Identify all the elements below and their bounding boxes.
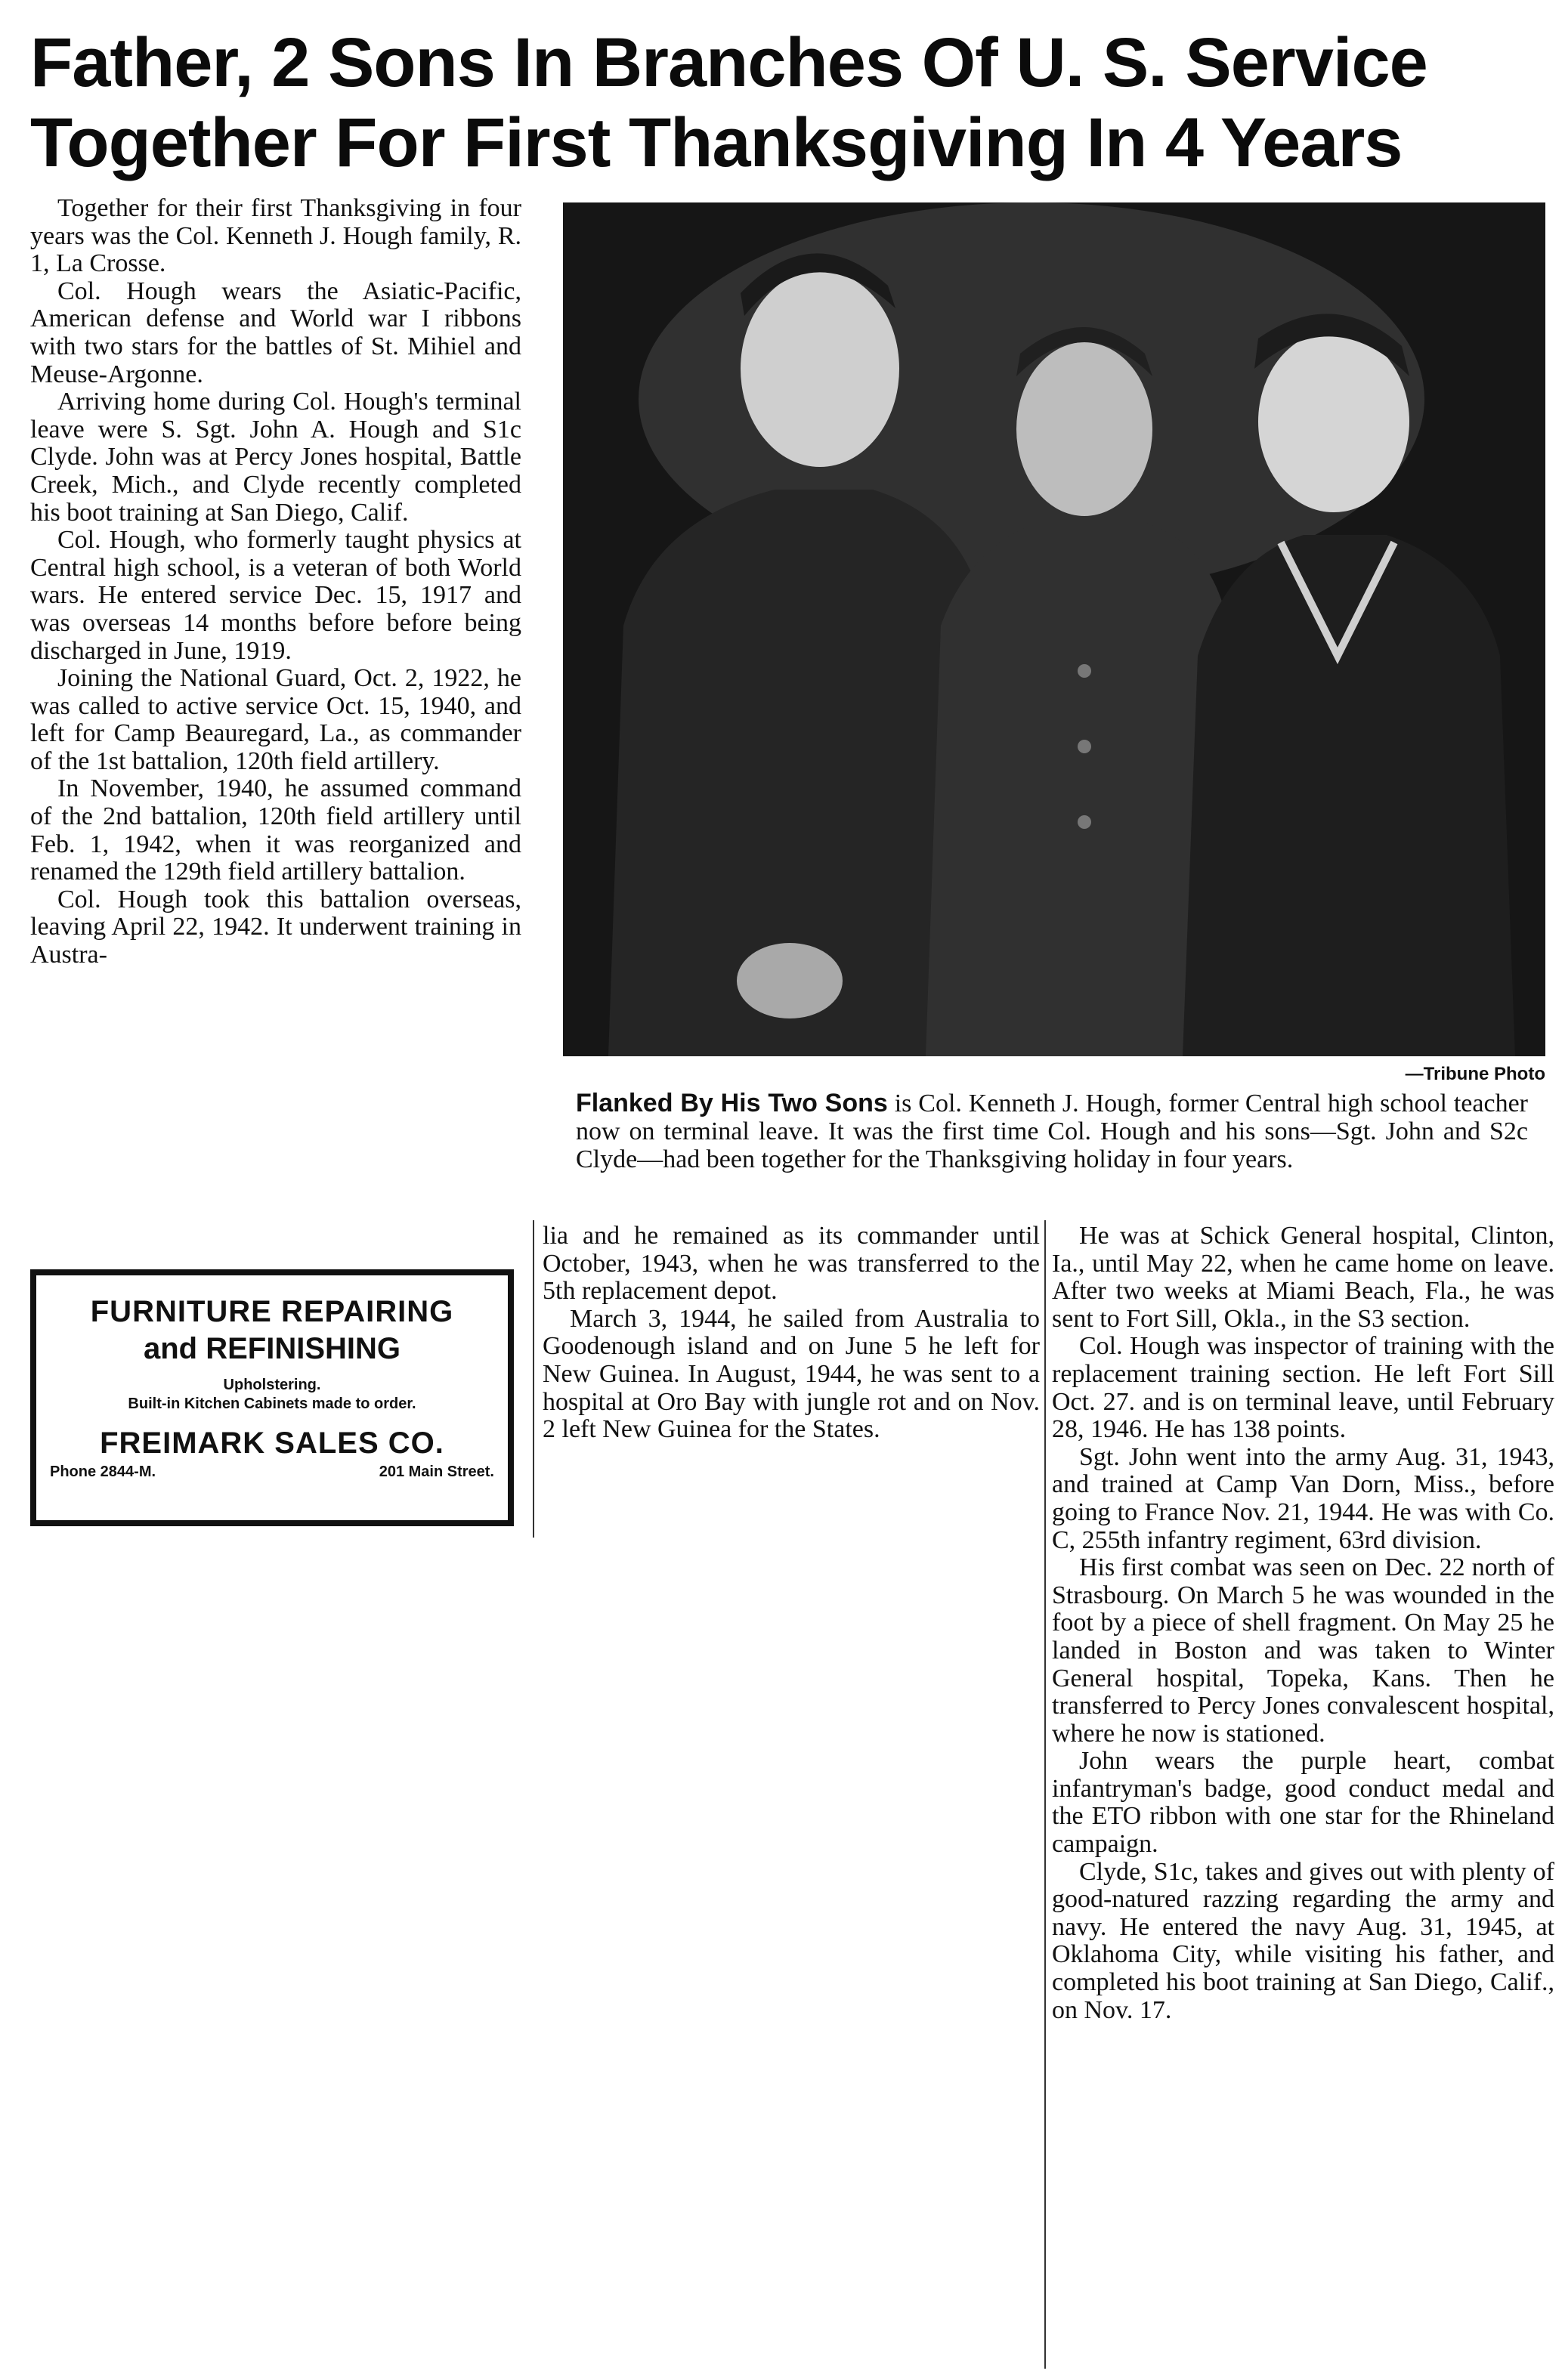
paragraph: March 3, 1944, he sailed from Australia to Goodenough island and on June 5 he left for New Guinea. In August, 1944, he was sent to a hospital at Oro Bay with jungle rot and on Nov. 2 left New Guinea for the States. — [543, 1304, 1040, 1444]
advertisement-box — [30, 1269, 514, 1526]
paragraph: Sgt. John went into the army Aug. 31, 1943, and trained at Camp Van Dorn, Miss., before going to France Nov. 21, 1944. He was with Co. C, 255th infantry regiment, 63rd division. — [1052, 1442, 1554, 1554]
paragraph: In November, 1940, he assumed command of the 2nd battalion, 120th field artillery until Feb. 1, 1942, when it was reorganized and renamed the 129th field artillery battalion. — [30, 774, 521, 886]
paragraph: John wears the purple heart, combat infantryman's badge, good conduct medal and the ETO ribbon with one star for the Rhineland campaign. — [1052, 1747, 1554, 1859]
paragraph: lia and he remained as its commander until October, 1943, when he was transferred to the 5th replacement depot. — [543, 1222, 1040, 1306]
headline — [30, 23, 1534, 183]
article-column-2 — [543, 1222, 1040, 1444]
article-column-1 — [30, 195, 521, 969]
ad-service-2: Built-in Kitchen Cabinets made to order. — [128, 1396, 416, 1412]
caption-lead: Flanked By His Two Sons — [576, 1089, 888, 1117]
paragraph: Col. Hough took this battalion overseas, leaving April 22, 1942. It underwent training in Austra- — [30, 885, 521, 969]
column-rule — [533, 1220, 534, 1538]
paragraph: Col. Hough, who formerly taught physics at Central high school, is a veteran of both World wars. He entered service Dec. 15, 1917 and was overseas 14 months before before being discharged in June, 1919. — [30, 526, 521, 665]
headline-line-1: Father, 2 Sons In Branches Of U. S. Service — [30, 24, 1427, 101]
paragraph: Arriving home during Col. Hough's terminal leave were S. Sgt. John A. Hough and S1c Clyde. John was at Percy Jones hospital, Battle Creek, Mich., and Clyde recently completed his boot training at San Diego, Calif. — [30, 388, 521, 527]
ad-service: Upholstering. — [223, 1377, 321, 1393]
caption-text: is Col. Kenneth J. Hough, former Central high school teacher now on terminal leave. It was the first time Col. Hough and his sons—Sgt. John and S2c Clyde—had been together for the Thanksgiving holiday in four years. — [576, 1090, 1528, 1173]
paragraph: Clyde, S1c, takes and gives out with plenty of good-natured razzing regarding the army and navy. He entered the navy Aug. 31, 1945, at Oklahoma City, while visiting his father, and completed his boot training at San Diego, Calif., on Nov. 17. — [1052, 1857, 1554, 2024]
headline-line-2: Together For First Thanksgiving In 4 Years — [30, 104, 1403, 181]
ad-company: FREIMARK SALES CO. — [100, 1426, 444, 1460]
photo-caption — [576, 1090, 1528, 1173]
photo-credit: —Tribune Photo — [1405, 1064, 1545, 1084]
paragraph: Col. Hough was inspector of training with the replacement training section. He left Fort Sill Oct. 27. and is on terminal leave, until February 28, 1946. He has 138 points. — [1052, 1332, 1554, 1444]
paragraph: Together for their first Thanksgiving in four years was the Col. Kenneth J. Hough family, R. 1, La Crosse. — [30, 194, 521, 278]
ad-title: FURNITURE REPAIRING — [90, 1295, 454, 1328]
ad-phone: Phone 2844-M. — [50, 1464, 156, 1480]
column-rule — [1044, 1220, 1046, 2369]
ad-subtitle: and REFINISHING — [143, 1332, 401, 1365]
paragraph: Col. Hough wears the Asiatic-Pacific, American defense and World war I ribbons with two stars for the battles of St. Mihiel and Meuse-Argonne. — [30, 277, 521, 388]
paragraph: His first combat was seen on Dec. 22 north of Strasbourg. On March 5 he was wounded in the foot by a piece of shell fragment. On May 25 he landed in Boston and was taken to Winter General hospital, Topeka, Kans. Then he transferred to Percy Jones convalescent hospital, where he now is stationed. — [1052, 1553, 1554, 1748]
paragraph: He was at Schick General hospital, Clinton, Ia., until May 22, when he came home on leave. After two weeks at Miami Beach, Fla., he was sent to Fort Sill, Okla., in the S3 section. — [1052, 1222, 1554, 1333]
ad-address: 201 Main Street. — [379, 1464, 494, 1480]
photo-three-men — [563, 202, 1545, 1056]
article-column-3 — [1052, 1222, 1554, 2024]
paragraph: Joining the National Guard, Oct. 2, 1922, he was called to active service Oct. 15, 1940, and left for Camp Beauregard, La., as commander of the 1st battalion, 120th field artillery. — [30, 664, 521, 775]
